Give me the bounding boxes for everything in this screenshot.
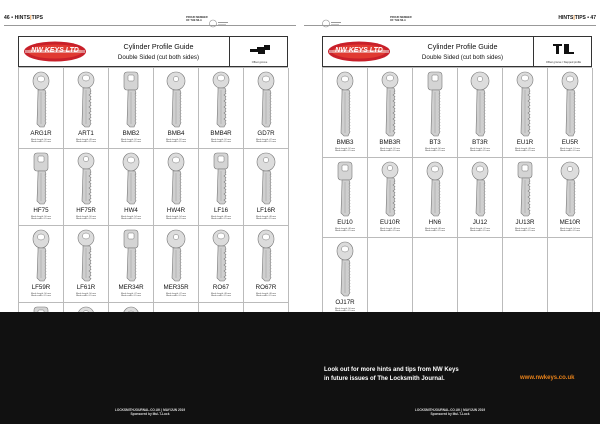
- key-cell: [64, 149, 109, 226]
- key-blank-icon: [424, 161, 446, 222]
- header-rule: [4, 25, 296, 26]
- key-info: Blank length: 48 mm Blade width: 6.5 mm: [256, 215, 276, 221]
- key-info: Blank length: 50 mm: [335, 307, 355, 310]
- key-info: Blank length: 50 mm Blade width: 6.5 mm: [31, 215, 51, 221]
- guide-header: [322, 36, 592, 67]
- key-info: Blank length: 54 mm Blade width: 6.5 mm: [121, 215, 141, 221]
- key-blank-icon: [334, 71, 356, 142]
- logo-text: NW KEYS LTD: [31, 47, 79, 54]
- key-blank-icon: [120, 71, 142, 133]
- key-cell: [109, 68, 154, 149]
- key-blank-icon: [469, 71, 491, 142]
- empty-cell: [548, 238, 593, 318]
- logo-text: NW KEYS LTD: [335, 47, 383, 54]
- profile-caption: Offset groove / Stepped profile: [545, 61, 582, 64]
- key-name: LF16R: [256, 207, 276, 214]
- key-cell: [548, 158, 593, 238]
- empty-cell: [458, 238, 503, 318]
- key-blank-icon: [379, 161, 401, 222]
- key-info: Blank length: 48 mm Blade width: 6.5 mm: [335, 227, 355, 233]
- key-name: RO67R: [255, 284, 277, 291]
- key-info: Blank length: 51 mm Blade width: 6.5 mm: [560, 147, 580, 153]
- key-cell: [244, 68, 289, 149]
- key-blank-icon: [210, 152, 232, 210]
- key-info: Blank length: 48 mm Blade width: 6.5 mm: [211, 292, 231, 298]
- key-name: HF75R: [76, 207, 96, 214]
- key-cell: [368, 158, 413, 238]
- key-blank-icon: [559, 161, 581, 222]
- key-info: Blank length: 49 mm Blade width: 6.5 mm: [76, 138, 96, 144]
- key-name: LF16: [213, 207, 229, 214]
- key-name: EU5R: [561, 139, 579, 146]
- guide-title: Cylinder Profile Guide: [123, 42, 194, 51]
- key-info: Blank length: 47 mm Blade width: 6.5 mm: [256, 138, 276, 144]
- key-info: Blank length: 52 mm Blade width: 6.5 mm: [211, 138, 231, 144]
- empty-cell: [368, 238, 413, 318]
- key-name: BMB3R: [379, 139, 401, 146]
- guide-subtitle: Double Sided (cut both sides): [421, 54, 504, 61]
- key-blank-icon: [255, 152, 277, 210]
- key-name: ART1: [78, 130, 94, 137]
- key-info: Blank length: 52 mm Blade width: 6.5 mm: [166, 138, 186, 144]
- key-blank-icon: [75, 152, 97, 210]
- key-grid-right: [322, 67, 592, 317]
- guide-subtitle: Double Sided (cut both sides): [117, 54, 200, 61]
- key-name: HN6: [428, 219, 442, 226]
- key-info: Blank length: 50 mm Blade width: 6.5 mm: [31, 138, 51, 144]
- key-info: Blank length: 47 mm Blade width: 6.5 mm: [166, 292, 186, 298]
- key-info: Blank length: 47 mm Blade width: 6.5 mm: [470, 227, 490, 233]
- key-name: BT3: [429, 139, 441, 146]
- key-info: Blank length: 49 mm Blade width: 6.5 mm: [515, 147, 535, 153]
- key-cell: [368, 68, 413, 158]
- key-cell: [323, 68, 368, 158]
- key-name: HW4: [124, 207, 138, 214]
- mla-badge-text: PROUD MEMBER OF THE MLA: [186, 16, 208, 22]
- profile-box: [229, 37, 289, 66]
- key-name: RO67: [212, 284, 230, 291]
- key-info: Blank length: 47 mm Blade width: 6.5 mm: [515, 227, 535, 233]
- key-info: Blank length: 50 mm Blade width: 6.5 mm: [31, 292, 51, 298]
- key-blank-icon: [30, 152, 52, 210]
- nw-keys-logo: [326, 40, 392, 63]
- nw-keys-logo: [22, 40, 88, 63]
- key-blank-icon: [334, 161, 356, 222]
- key-blank-icon: [559, 71, 581, 142]
- profile-icon: [249, 44, 271, 56]
- key-cell: [413, 68, 458, 158]
- key-info: Blank length: 47 mm Blade width: 6.5 mm: [121, 292, 141, 298]
- promo-text: Look out for more hints and tips from NW Keys in future issues of The Locksmith Journal.: [324, 367, 459, 382]
- key-cell: [154, 68, 199, 149]
- key-info: Blank length: 50 mm Blade width: 6.5 mm: [470, 147, 490, 153]
- key-cell: [413, 158, 458, 238]
- guide-title: Cylinder Profile Guide: [427, 42, 498, 51]
- key-blank-icon: [75, 71, 97, 133]
- key-name: BT3R: [472, 139, 488, 146]
- key-name: ME10R: [559, 219, 581, 226]
- key-cell: [19, 68, 64, 149]
- key-info: Blank length: 48 mm Blade width: 6.5 mm: [256, 292, 276, 298]
- key-blank-icon: [30, 229, 52, 287]
- key-name: JU12: [472, 219, 488, 226]
- empty-cell: [413, 238, 458, 318]
- footer-right: LOCKSMITHJOURNAL.CO.UK | MAY/JUN 2019 Sponsored by Mul-T-Lock: [414, 407, 486, 416]
- key-name: BMB4: [167, 130, 185, 137]
- key-blank-icon: [30, 71, 52, 133]
- key-info: Blank length: 54 mm Blade width: 6.5 mm: [166, 215, 186, 221]
- key-blank-icon: [514, 71, 536, 142]
- key-blank-icon: [120, 152, 142, 210]
- key-info: Blank length: 50 mm Blade width: 6.5 mm: [76, 215, 96, 221]
- key-cell: [503, 68, 548, 158]
- key-blank-icon: [469, 161, 491, 222]
- key-info: Blank length: 52 mm Blade width: 6.5 mm: [335, 147, 355, 153]
- key-cell: [109, 226, 154, 303]
- key-blank-icon: [255, 71, 277, 133]
- key-cell: [109, 149, 154, 226]
- key-info: Blank length: 52 mm Blade width: 6.5 mm: [121, 138, 141, 144]
- key-cell: [323, 158, 368, 238]
- key-info: Blank length: 48 mm Blade width: 6.5 mm: [211, 215, 231, 221]
- key-blank-icon: [120, 229, 142, 287]
- mla-badge-text: PROUD MEMBER OF THE MLA: [390, 16, 412, 22]
- key-cell: [244, 226, 289, 303]
- key-name: EU10: [337, 219, 353, 226]
- key-info: Blank length: 48 mm Blade width: 6.5 mm: [425, 227, 445, 233]
- key-name: EU1R: [516, 139, 534, 146]
- key-cell: [548, 68, 593, 158]
- key-cell: [458, 158, 503, 238]
- key-blank-icon: [75, 229, 97, 287]
- key-blank-icon: [514, 161, 536, 222]
- key-cell: [199, 226, 244, 303]
- key-blank-icon: [210, 71, 232, 133]
- website-link[interactable]: www.nwkeys.co.uk: [520, 375, 575, 381]
- key-cell: [323, 238, 368, 318]
- key-blank-icon: [255, 229, 277, 287]
- key-info: Blank length: 50 mm Blade width: 6.5 mm: [425, 147, 445, 153]
- right-page: [300, 0, 600, 424]
- key-cell: [199, 68, 244, 149]
- mla-logo-icon: [209, 15, 229, 24]
- mla-logo-icon: [322, 15, 342, 24]
- key-cell: [503, 158, 548, 238]
- key-cell: [199, 149, 244, 226]
- profile-caption: Offset groove: [251, 61, 268, 64]
- empty-cell: [503, 238, 548, 318]
- key-name: HW4R: [166, 207, 186, 214]
- key-cell: [154, 149, 199, 226]
- key-cell: [64, 68, 109, 149]
- page-label-left: 46 • HINTS|TIPS: [4, 15, 44, 21]
- key-info: Blank length: 52 mm Blade width: 6.5 mm: [380, 147, 400, 153]
- key-cell: [19, 149, 64, 226]
- key-name: BMB2: [122, 130, 140, 137]
- key-name: BMB3: [336, 139, 354, 146]
- header-rule: [304, 25, 596, 26]
- key-info: Blank length: 48 mm Blade width: 6.5 mm: [380, 227, 400, 233]
- key-blank-icon: [424, 71, 446, 142]
- key-name: ARG1R: [30, 130, 52, 137]
- key-blank-icon: [334, 241, 356, 302]
- key-blank-icon: [165, 229, 187, 287]
- key-blank-icon: [165, 152, 187, 210]
- key-cell: [19, 226, 64, 303]
- key-name: MER34R: [118, 284, 144, 291]
- guide-header: [18, 36, 288, 67]
- key-name: GD7R: [257, 130, 275, 137]
- key-name: OJ17R: [335, 299, 355, 306]
- key-blank-icon: [210, 229, 232, 287]
- key-name: EU10R: [380, 219, 400, 226]
- key-cell: [244, 149, 289, 226]
- profile-box: [533, 37, 593, 66]
- profile-icon: [552, 43, 576, 56]
- key-info: Blank length: 50 mm Blade width: 6.5 mm: [76, 292, 96, 298]
- key-name: JU13R: [515, 219, 535, 226]
- key-cell: [154, 226, 199, 303]
- key-cell: [458, 68, 503, 158]
- key-name: MER35R: [163, 284, 189, 291]
- footer-left: LOCKSMITHJOURNAL.CO.UK | MAY/JUN 2019 Sponsored by Mul-T-Lock: [114, 407, 186, 416]
- key-blank-icon: [379, 71, 401, 142]
- page-label-right: HINTS|TIPS • 47: [558, 15, 596, 21]
- key-name: LF61R: [76, 284, 96, 291]
- key-name: BMB4R: [210, 130, 232, 137]
- key-name: LF59R: [31, 284, 51, 291]
- key-cell: [64, 226, 109, 303]
- key-blank-icon: [165, 71, 187, 133]
- key-info: Blank length: 54 mm Blade width: 6.5 mm: [560, 227, 580, 233]
- key-name: HF75: [33, 207, 49, 214]
